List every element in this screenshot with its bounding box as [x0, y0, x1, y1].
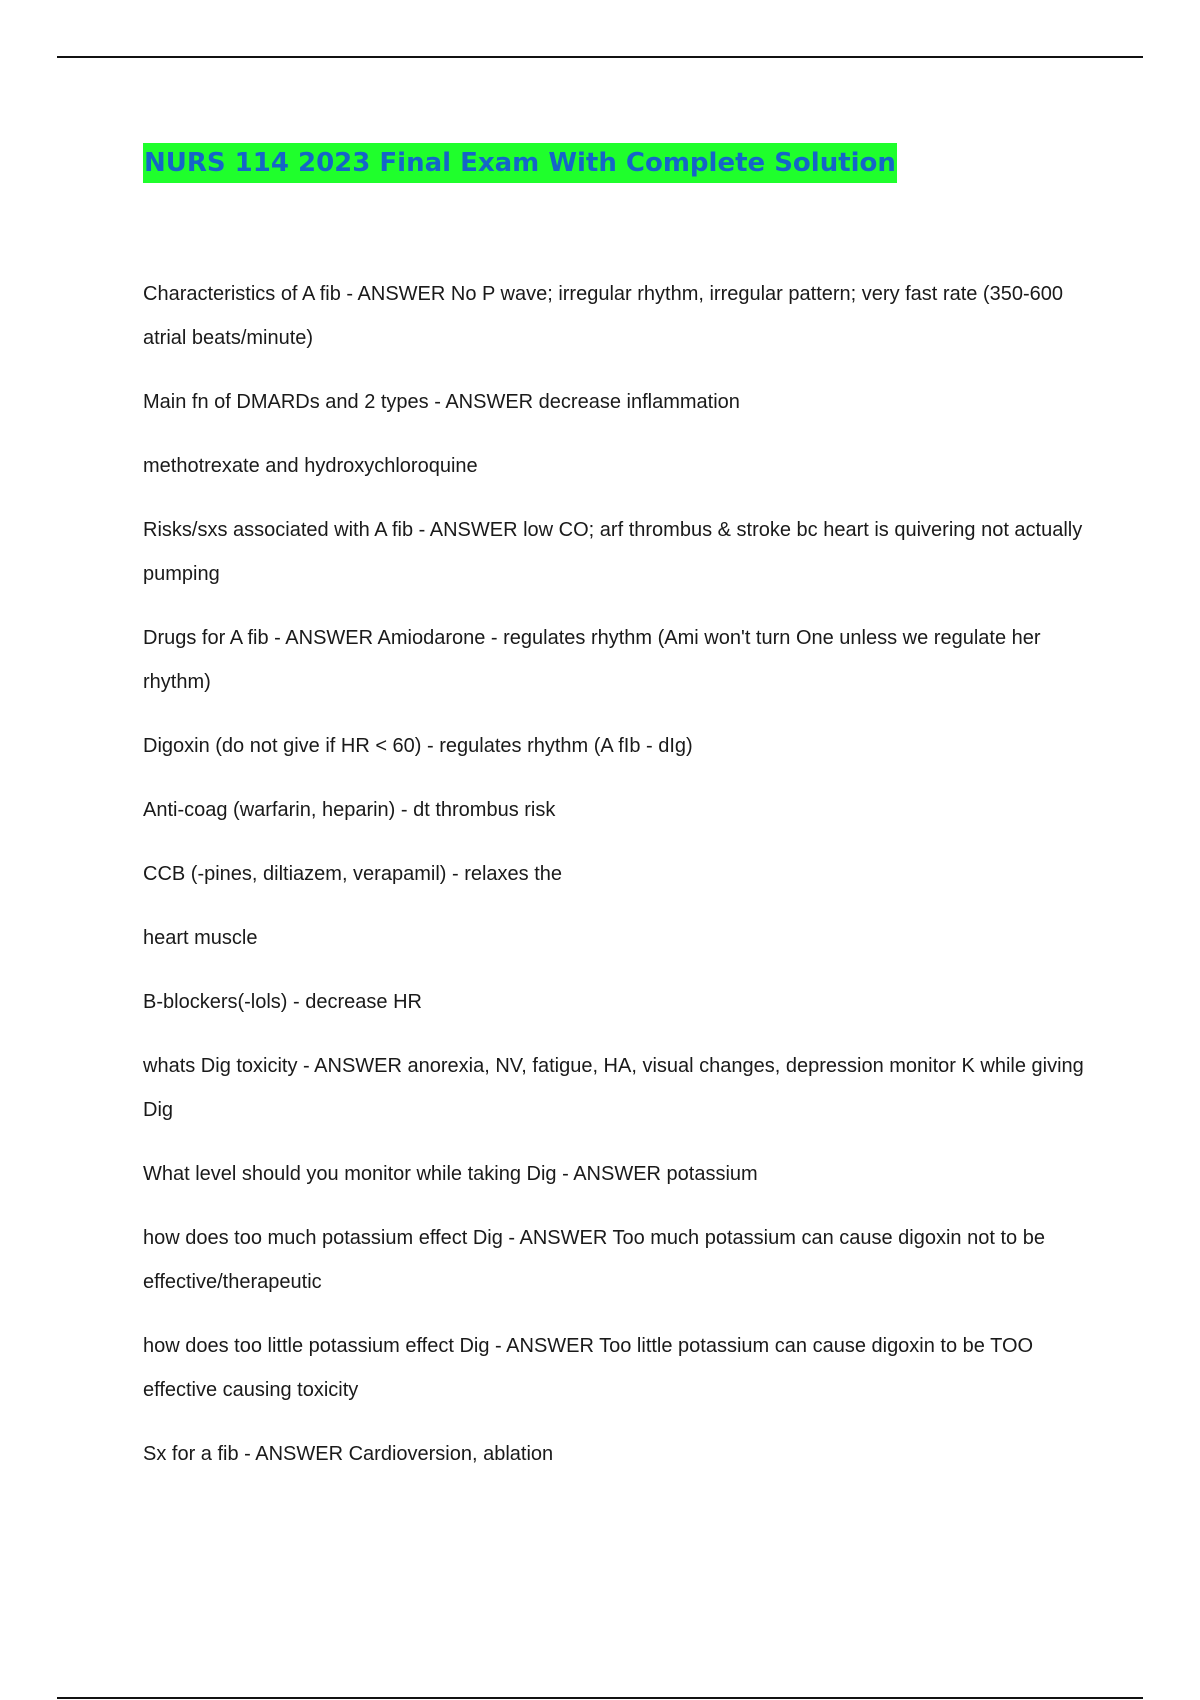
paragraph: CCB (-pines, diltiazem, verapamil) - relaxes the: [143, 863, 563, 885]
top-rule: [57, 56, 1143, 58]
paragraph: B-blockers(-lols) - decrease HR: [143, 991, 422, 1013]
paragraph: Characteristics of A fib - ANSWER No P wave; irregular rhythm, irregular pattern; very fast rate (350-600 atrial beats/minute): [143, 283, 1063, 349]
title-container: [143, 143, 897, 183]
paragraph: Main fn of DMARDs and 2 types - ANSWER decrease inflammation: [143, 391, 740, 413]
document-body: [143, 272, 1103, 1496]
paragraph: whats Dig toxicity - ANSWER anorexia, NV, fatigue, HA, visual changes, depression monitor K while giving Dig: [143, 1055, 1084, 1121]
paragraph: heart muscle: [143, 927, 258, 949]
bottom-rule: [57, 1697, 1143, 1699]
paragraph: methotrexate and hydroxychloroquine: [143, 455, 478, 477]
paragraph: Sx for a fib - ANSWER Cardioversion, ablation: [143, 1443, 554, 1465]
paragraph: What level should you monitor while taking Dig - ANSWER potassium: [143, 1163, 758, 1185]
paragraph: Anti-coag (warfarin, heparin) - dt thrombus risk: [143, 799, 556, 821]
document-title: NURS 114 2023 Final Exam With Complete Solution: [143, 143, 897, 183]
paragraph: Digoxin (do not give if HR < 60) - regulates rhythm (A fIb - dIg): [143, 735, 693, 757]
paragraph: how does too little potassium effect Dig - ANSWER Too little potassium can cause digoxin to be TOO effective causing toxicity: [143, 1335, 1034, 1401]
paragraph: how does too much potassium effect Dig - ANSWER Too much potassium can cause digoxin not to be effective/therapeutic: [143, 1227, 1045, 1293]
paragraph: Risks/sxs associated with A fib - ANSWER low CO; arf thrombus & stroke bc heart is quivering not actually pumping: [143, 519, 1083, 585]
paragraph: Drugs for A fib - ANSWER Amiodarone - regulates rhythm (Ami won't turn One unless we regulate her rhythm): [143, 627, 1041, 693]
